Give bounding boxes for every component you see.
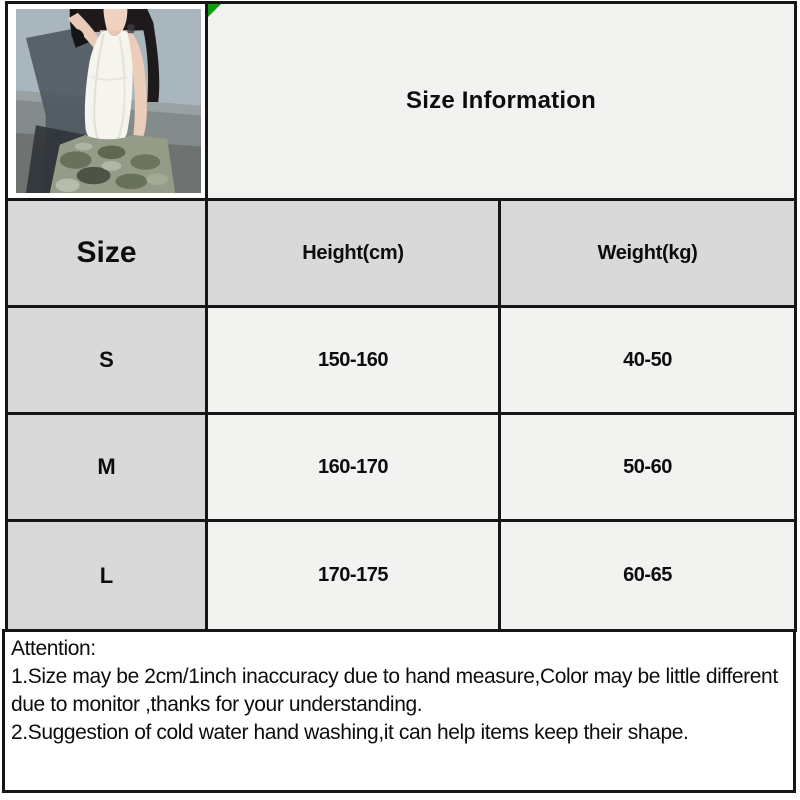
column-header-size: Size	[8, 201, 208, 308]
attention-line-1: 1.Size may be 2cm/1inch inaccuracy due to hand measure,Color may be little different due to monitor ,thanks for your understanding.	[11, 665, 778, 716]
attention-line-2: 2.Suggestion of cold water hand washing,it can help items keep their shape.	[11, 721, 689, 744]
size-label-l: L	[8, 522, 208, 629]
size-table	[5, 1, 797, 632]
weight-value-l: 60-65	[501, 522, 794, 629]
column-header-height: Height(cm)	[208, 201, 501, 308]
size-label-s: S	[8, 308, 208, 415]
attention-note	[2, 629, 796, 793]
size-label-m: M	[8, 415, 208, 522]
page-title: Size Information	[406, 87, 596, 114]
product-photo-cell	[8, 4, 208, 201]
height-value-l: 170-175	[208, 522, 501, 629]
attention-heading: Attention:	[11, 637, 96, 660]
height-value-m: 160-170	[208, 415, 501, 522]
size-information-header-cell	[208, 4, 794, 201]
weight-value-m: 50-60	[501, 415, 794, 522]
column-header-weight: Weight(kg)	[501, 201, 794, 308]
green-corner-icon	[208, 4, 221, 17]
product-photo	[16, 9, 201, 193]
height-value-s: 150-160	[208, 308, 501, 415]
weight-value-s: 40-50	[501, 308, 794, 415]
